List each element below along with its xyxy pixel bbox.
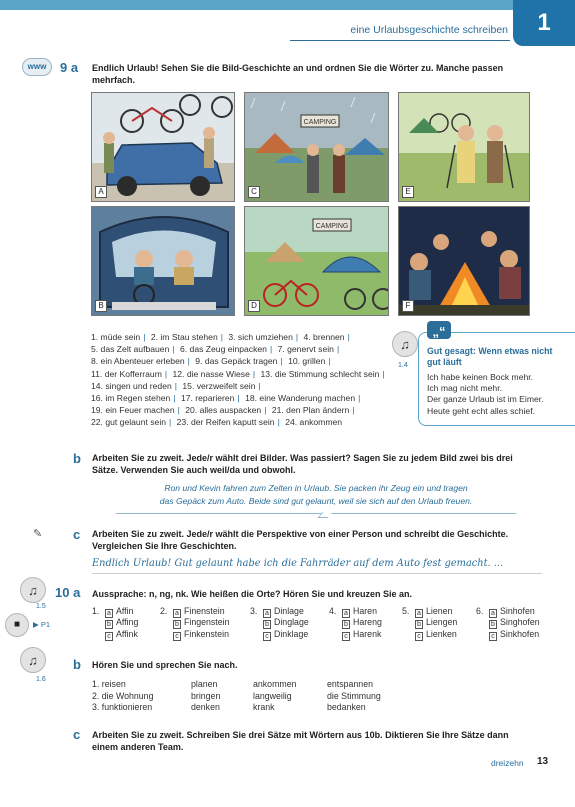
word-cell: denken: [191, 702, 220, 712]
picture-label-a: A: [95, 186, 107, 198]
option-label: Lienken: [426, 628, 457, 639]
place-group-6: [476, 606, 540, 640]
audio-track-1-5: 1.5: [36, 603, 46, 610]
video-camera-icon: ■: [13, 619, 21, 630]
option-label: Dinglage: [274, 617, 309, 628]
rainy-camping-illustration: [245, 93, 389, 202]
hiking-illustration: [399, 93, 530, 202]
word-column-3: [253, 679, 297, 714]
video-label: ▶ P1: [33, 620, 51, 629]
word-item: 19. ein Feuer machen: [91, 405, 175, 416]
place-group-1: [92, 606, 138, 640]
checkbox-c[interactable]: c: [342, 632, 350, 641]
checkbox-c[interactable]: c: [173, 632, 181, 641]
audio-track-1-6: 1.6: [36, 676, 46, 683]
word-item: 9. das Gepäck tragen: [195, 356, 278, 367]
word-column-4: [327, 679, 381, 714]
checkbox-c[interactable]: c: [105, 632, 113, 641]
header-rule: [290, 40, 510, 41]
audio-play-button-1-4[interactable]: [392, 331, 418, 357]
exercise-10b-instruction: Hören Sie und sprechen Sie nach.: [92, 660, 238, 670]
audio-play-button-1-6[interactable]: [20, 647, 46, 673]
place-group-2: [160, 606, 229, 640]
word-item: 18. eine Wanderung machen: [245, 393, 356, 404]
word-item: 21. den Plan ändern: [271, 405, 350, 416]
group-number: 3.: [250, 606, 258, 616]
illustration-e: [398, 92, 530, 202]
option-label: Dinklage: [274, 628, 309, 639]
illustration-f: [398, 206, 530, 316]
info-line: Der ganze Urlaub ist im Eimer.: [427, 394, 544, 405]
picture-label-b: B: [95, 300, 107, 312]
exercise-10c-instruction: Arbeiten Sie zu zweit. Schreiben Sie drei Sätze mit Wörtern aus 10b. Diktieren Sie Ihre Sätze dann einem anderen Team.: [92, 730, 509, 752]
music-note-icon: ♫: [400, 336, 410, 352]
quote-icon: „“: [427, 321, 451, 339]
checkbox-b[interactable]: b: [415, 620, 423, 629]
www-badge[interactable]: www: [22, 58, 52, 76]
checkbox-b[interactable]: b: [342, 620, 350, 629]
exercise-9c-letter: c: [73, 527, 81, 542]
car-packing-illustration: [92, 93, 235, 202]
word-list: 1. müde sein | 2. im Stau stehen | 3. sich umziehen | 4. brennen | 5. das Zelt aufbauen | 6. das Zeug einpacken | 7. genervt sein | 8. ein Abenteuer erleben | 9. das Gepäck tragen | 10. grillen | 11. der Kofferraum | 12. die nasse Wiese | 13. die Stimmung schlecht sein | 14. singen und reden | 15. verzweifelt sein | 16. im Regen stehen | 17. reparieren | 18. eine Wanderung machen | 19. ein Feuer machen | 20. alles auspacken | 21. den Plan ändern | 22. gut gelaunt sein | 23. der Reifen kaputt sein | 24. ankommen: [91, 332, 385, 428]
pencil-icon: ✎: [33, 528, 43, 540]
page-number-word: dreizehn: [491, 758, 524, 768]
checkbox-c[interactable]: c: [415, 632, 423, 641]
campsite-arrival-illustration: [245, 207, 389, 316]
camping-sign-c: CAMPING: [303, 119, 337, 126]
word-item: 3. sich umziehen: [228, 332, 293, 342]
group-number: 2.: [160, 606, 168, 616]
word-cell: langweilig: [253, 690, 292, 701]
option-label: Hareng: [353, 617, 382, 628]
word-cell: 1. reisen: [92, 679, 126, 689]
info-box-lines: [427, 372, 572, 417]
info-line: Heute geht echt alles schief.: [427, 405, 535, 416]
checkbox-a[interactable]: a: [342, 609, 350, 618]
word-column-2: [191, 679, 220, 714]
camping-sign-d: CAMPING: [315, 223, 349, 230]
word-item: 20. alles auspacken: [185, 405, 262, 416]
word-cell: planen: [191, 679, 218, 689]
word-item: 5. das Zelt aufbauen: [91, 344, 170, 355]
option-label: Lienen: [426, 606, 453, 616]
word-cell: 3. funktionieren: [92, 702, 153, 712]
exercise-10a-instruction: Aussprache: n, ng, nk. Wie heißen die Orte? Hören Sie und kreuzen Sie an.: [92, 589, 412, 599]
place-group-4: [329, 606, 382, 640]
word-cell: bedanken: [327, 702, 366, 712]
option-label: Harenk: [353, 628, 382, 639]
word-item: 12. die nasse Wiese: [172, 368, 250, 379]
word-item: 2. im Stau stehen: [150, 332, 218, 342]
word-cell: krank: [253, 702, 275, 712]
option-label: Finkenstein: [184, 628, 229, 639]
handwritten-sample: Endlich Urlaub! Gut gelaunt habe ich die Fahrräder auf dem Auto fest gemacht. ...: [92, 558, 504, 569]
option-label: Sinkhofen: [500, 628, 540, 639]
music-note-icon: ♫: [28, 652, 38, 668]
word-cell: 2. die Wohnung: [92, 690, 154, 701]
option-label: Finenstein: [184, 606, 225, 616]
checkbox-b[interactable]: b: [489, 620, 497, 629]
option-label: Singhofen: [500, 617, 540, 628]
option-label: Sinhofen: [500, 606, 535, 616]
option-label: Dinlage: [274, 606, 304, 616]
illustration-b: [91, 206, 235, 316]
chapter-number-tab: 1: [513, 0, 575, 46]
group-number: 6.: [476, 606, 484, 616]
word-item: 15. verzweifelt sein: [182, 380, 256, 391]
picture-label-e: E: [402, 186, 414, 198]
option-label: Affink: [116, 628, 138, 639]
word-item: 24. ankommen: [285, 417, 343, 428]
checkbox-a[interactable]: a: [173, 609, 181, 618]
illustration-a: [91, 92, 235, 202]
exercise-9b-instruction: [92, 452, 522, 476]
word-item: 11. der Kofferraum: [91, 368, 162, 379]
audio-track-1-4: 1.4: [398, 362, 408, 369]
exercise-9b-letter: b: [73, 451, 81, 466]
option-label: Fingenstein: [184, 617, 230, 628]
option-label: Haren: [353, 606, 377, 616]
example-line-1: Ron und Kevin fahren zum Zelten in Urlaub. Sie packen ihr Zeug ein und tragen: [164, 483, 468, 493]
page-number: 13: [537, 756, 549, 767]
place-group-5: [402, 606, 457, 640]
word-item: 10. grillen: [288, 356, 326, 367]
word-cell: bringen: [191, 690, 221, 701]
info-line: Ich habe keinen Bock mehr.: [427, 372, 534, 382]
place-group-3: [250, 606, 309, 640]
exercise-9a-instruction: Endlich Urlaub! Sehen Sie die Bild-Geschichte an und ordnen Sie die Wörter zu. Manche passen mehrfach.: [92, 63, 504, 85]
word-cell: die Stimmung: [327, 690, 381, 701]
speech-bubble-line: [116, 513, 516, 514]
word-item: 17. reparieren: [180, 393, 235, 404]
picture-label-c: C: [248, 186, 260, 198]
word-item: 6. das Zeug einpacken: [179, 344, 267, 355]
checkbox-a[interactable]: a: [415, 609, 423, 618]
checkbox-b[interactable]: b: [105, 620, 113, 629]
exercise-9c-instruction: Arbeiten Sie zu zweit. Jede/r wählt die Perspektive von einer Person und schreibt die Geschichte. Vergleichen Sie Ihre Geschichten.: [92, 529, 509, 551]
word-item: 4. brennen: [303, 332, 345, 342]
checkbox-a[interactable]: a: [263, 609, 271, 618]
group-number: 5.: [402, 606, 410, 616]
video-play-button[interactable]: [5, 613, 29, 637]
group-number: 4.: [329, 606, 337, 616]
word-cell: ankommen: [253, 679, 297, 689]
option-label: Liengen: [426, 617, 458, 628]
word-item: 8. ein Abenteuer erleben: [91, 356, 185, 367]
word-item: 22. gut gelaunt sein: [91, 417, 167, 428]
word-item: 7. genervt sein: [277, 344, 334, 355]
word-cell: entspannen: [327, 679, 373, 689]
exercise-9a-number: 9 a: [60, 60, 79, 75]
word-item: 16. im Regen stehen: [91, 393, 171, 404]
illustration-c: [244, 92, 389, 202]
example-text: [116, 482, 516, 512]
chapter-title: eine Urlaubsgeschichte schreiben: [350, 24, 508, 36]
exercise-10b-letter: b: [73, 657, 81, 672]
word-column-1: [92, 679, 153, 714]
video-label-text: P1: [40, 620, 51, 629]
word-item: 1. müde sein: [91, 332, 141, 342]
picture-label-d: D: [248, 300, 260, 312]
writing-line: [92, 573, 542, 574]
picture-label-f: F: [402, 300, 414, 312]
checkbox-c[interactable]: c: [489, 632, 497, 641]
checkbox-c[interactable]: c: [263, 632, 271, 641]
traffic-jam-illustration: [92, 207, 235, 316]
word-item: 14. singen und reden: [91, 380, 172, 391]
checkbox-b[interactable]: b: [173, 620, 181, 629]
checkbox-b[interactable]: b: [263, 620, 271, 629]
example-line-2: das Gepäck zum Auto. Beide sind gut gelaunt, weil sie sich auf den Urlaub freuen.: [159, 495, 473, 506]
top-color-bar: [0, 0, 575, 10]
info-line: Ich mag nicht mehr.: [427, 383, 502, 394]
group-number: 1.: [92, 606, 100, 616]
word-item: 23. der Reifen kaputt sein: [176, 417, 275, 428]
option-label: Affing: [116, 617, 139, 628]
music-note-icon: ♫: [28, 582, 38, 598]
exercise-10a-number: 10 a: [55, 585, 81, 600]
audio-play-button-1-5[interactable]: [20, 577, 46, 603]
option-label: Affin: [116, 606, 134, 616]
illustration-d: [244, 206, 389, 316]
word-item: 13. die Stimmung schlecht sein: [260, 368, 380, 379]
checkbox-a[interactable]: a: [105, 609, 113, 618]
checkbox-a[interactable]: a: [489, 609, 497, 618]
campfire-illustration: [399, 207, 530, 316]
exercise-10c-letter: c: [73, 727, 81, 742]
exercise-9b-instruction-text: Arbeiten Sie zu zweit. Jede/r wählt drei Bilder. Was passiert? Sagen Sie zu jedem Bild zwei bis drei Sätze. Verwenden Sie auch weil/da und obwohl.: [92, 453, 513, 475]
info-box-title: Gut gesagt: Wenn etwas nicht gut läuft: [427, 346, 553, 367]
